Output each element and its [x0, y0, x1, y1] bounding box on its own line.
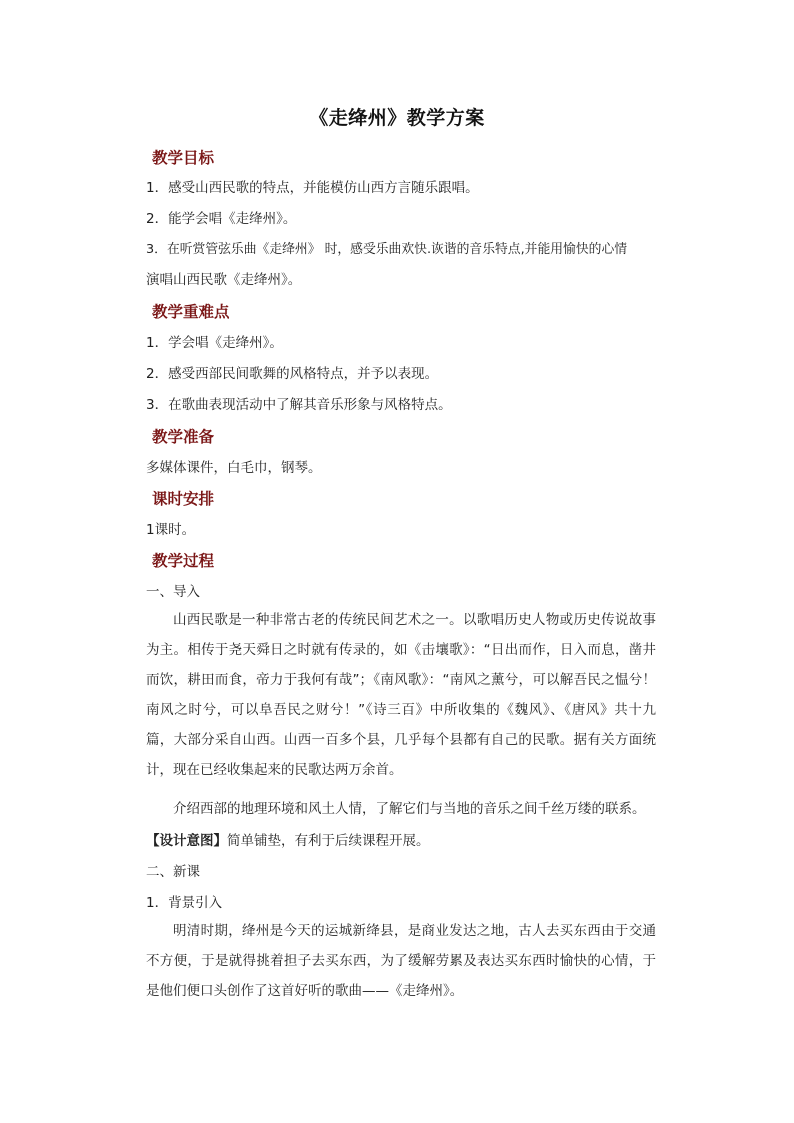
- new-lesson-label: 二、新课: [146, 864, 200, 880]
- preparation-text: 多媒体课件，白毛巾，钢琴。: [146, 460, 322, 476]
- heading-goals: 教学目标: [152, 149, 215, 167]
- intro-paragraph-2-text: 介绍西部的地理环境和风土人情，了解它们与当地的音乐之间千丝万缕的联系。: [173, 801, 646, 817]
- goal-item-3-cont: 演唱山西民歌《走绛州》。: [146, 272, 302, 288]
- intro-paragraph-2: [146, 797, 656, 817]
- goal-item-3: 3．在听赏管弦乐曲《走绛州》 时，感受乐曲欢快.诙谐的音乐特点,并能用愉快的心情: [146, 242, 628, 257]
- document-title: 《走绛州》教学方案: [309, 107, 485, 129]
- design-intent: [146, 829, 656, 849]
- key-point-item-3: 3．在歌曲表现活动中了解其音乐形象与风格特点。: [146, 397, 452, 413]
- intro-paragraph: 山西民歌是一种非常古老的传统民间艺术之一。以歌唱历史人物或历史传说故事为主。相传于尧天舜日之时就有传录的，如《击壤歌》：“日出而作，日入而息，凿井而饮，耕田而食，帝力于我何有哉”；《南风歌》：“南风之薰兮，可以解吾民之愠兮！南风之时兮，可以阜吾民之财兮！”《诗三百》中所收集的《魏风》、《唐风》共十九篇，大部分采自山西。山西一百多个县，几乎每个县都有自己的民歌。据有关方面统计，现在已经收集起来的民歌达两万余首。: [146, 612, 656, 778]
- heading-preparation: 教学准备: [152, 428, 215, 446]
- heading-process: 教学过程: [152, 552, 215, 570]
- key-point-item-2: 2．感受西部民间歌舞的风格特点，并予以表现。: [146, 366, 439, 382]
- goal-item-1: 1．感受山西民歌的特点，并能模仿山西方言随乐跟唱。: [146, 180, 479, 196]
- design-intent-text: 简单铺垫，有利于后续课程开展。: [227, 833, 430, 849]
- schedule-text: 1课时。: [146, 522, 196, 538]
- heading-schedule: 课时安排: [152, 490, 215, 508]
- background-paragraph: 明清时期，绛州是今天的运城新绛县，是商业发达之地，古人去买东西由于交通不方便，于是就得挑着担子去买东西，为了缓解劳累及表达买东西时愉快的心情，于是他们便口头创作了这首好听的歌曲——《走绛州》。: [146, 923, 656, 999]
- heading-key-points: 教学重难点: [152, 303, 230, 321]
- key-point-item-1: 1．学会唱《走绛州》。: [146, 335, 283, 351]
- design-intent-marker: 【设计意图】: [146, 833, 227, 849]
- background-label: 1．背景引入: [146, 895, 223, 911]
- goal-item-2: 2．能学会唱《走绛州》。: [146, 211, 297, 227]
- intro-label: 一、导入: [146, 584, 200, 600]
